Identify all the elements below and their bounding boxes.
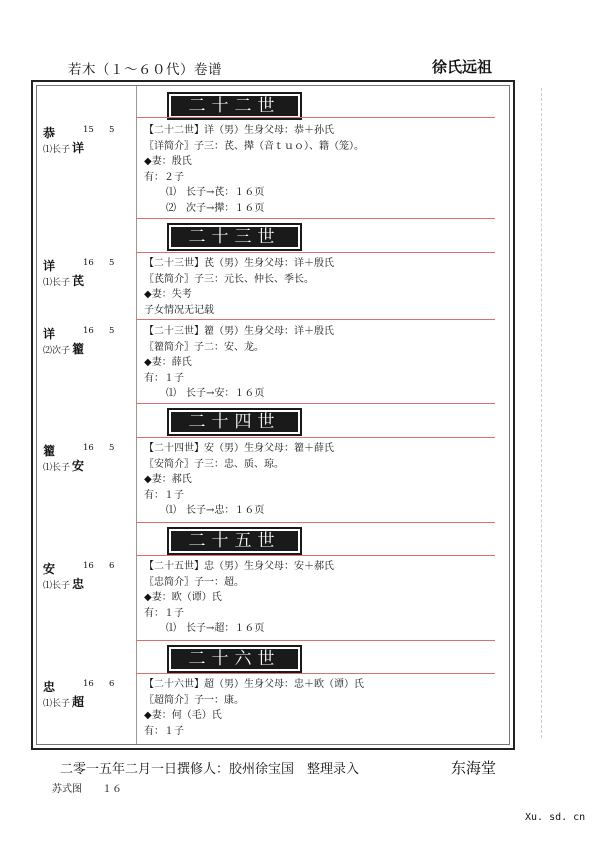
parent-ref: 籊 16 5 xyxy=(43,443,115,458)
child-relation: ⑴长子 超 xyxy=(43,695,85,709)
generation-banner-24: 二十四世 xyxy=(167,408,302,436)
parent-ref: 详 16 5 xyxy=(43,258,115,273)
page-header-title: 若木（１～６０代）卷谱 xyxy=(68,62,222,78)
parent-ref: 忠 16 6 xyxy=(43,679,115,694)
entry-content: 【二十五世】忠（男）生身父母：安＋郝氏 〖忠简介〗子一：超。 ◆妻：欧（谭）氏 有：１子 ⑴ 长子→超：１６页 xyxy=(144,561,334,634)
row-divider xyxy=(136,522,495,523)
footer-url: Xu. sd. cn xyxy=(525,812,586,823)
row-divider xyxy=(136,218,495,219)
column-divider xyxy=(136,86,137,744)
child-relation: ⑵次子 籊 xyxy=(43,342,85,356)
child-name: 详 xyxy=(72,141,85,155)
row-divider xyxy=(136,252,495,253)
child-name: 芪 xyxy=(72,274,85,288)
parent-ref: 恭 15 5 xyxy=(43,125,115,140)
row-divider xyxy=(136,319,495,320)
page-header-ancestor: 徐氏远祖 xyxy=(432,58,493,76)
entry-content: 【二十三世】芪（男）生身父母：详＋殷氏 〖芪简介〗子三：元长、仲长、季长。 ◆妻：失考 子女情况无记载 xyxy=(144,258,334,316)
generation-banner-22: 二十二世 xyxy=(167,92,302,120)
generation-banner-26: 二十六世 xyxy=(167,645,302,673)
row-divider xyxy=(136,673,495,674)
child-name: 超 xyxy=(72,695,85,709)
child-relation: ⑴长子 芪 xyxy=(43,274,85,288)
entry-content: 【二十六世】超（男）生身父母：忠＋欧（谭）氏 〖超简介〗子一：康。 ◆妻：何（毛）氏 有：１子 xyxy=(144,679,364,737)
row-divider xyxy=(136,640,495,641)
child-name: 籊 xyxy=(72,342,85,356)
child-relation: ⑴长子 安 xyxy=(43,459,85,473)
entry-content: 【二十四世】安（男）生身父母：籊＋薛氏 〖安简介〗子三：忠、质、琼。 ◆妻：郝氏 有：１子 ⑴ 长子→忠：１６页 xyxy=(144,443,334,516)
page-edge-line xyxy=(541,88,542,738)
parent-name: 忠 xyxy=(43,680,56,694)
entry-content: 【二十三世】籊（男）生身父母：详＋殷氏 〖籊简介〗子二：安、龙。 ◆妻：薛氏 有：１子 ⑴ 长子→安：１６页 xyxy=(144,326,334,399)
row-divider xyxy=(136,117,495,118)
parent-name: 籊 xyxy=(43,444,56,458)
entry-content: 【二十二世】详（男）生身父母：恭＋孙氏 〖详简介〗子三：芪、撵（音ｔｕｏ）、籍（笼）。 ◆妻：殷氏 有：２子 ⑴ 长子→芪：１６页 ⑵ 次子→撵：１６页 xyxy=(144,125,364,214)
row-divider xyxy=(136,437,495,438)
child-relation: ⑴长子 详 xyxy=(43,141,85,155)
parent-name: 恭 xyxy=(43,126,56,140)
child-relation: ⑴长子 忠 xyxy=(43,577,85,591)
footer-hall-name: 东海堂 xyxy=(451,759,497,777)
parent-ref: 详 16 5 xyxy=(43,326,115,341)
child-name: 安 xyxy=(72,459,85,473)
parent-ref: 安 16 6 xyxy=(43,561,115,576)
parent-name: 详 xyxy=(43,259,56,273)
parent-name: 详 xyxy=(43,327,56,341)
child-name: 忠 xyxy=(72,577,85,591)
row-divider xyxy=(136,555,495,556)
footer-author: 二零一五年二月一日撰修人：胶州徐宝国 整理录入 xyxy=(60,762,360,777)
generation-banner-23: 二十三世 xyxy=(167,223,302,251)
footer-page-number: 苏式图 １６ xyxy=(52,784,122,795)
parent-name: 安 xyxy=(43,562,56,576)
generation-banner-25: 二十五世 xyxy=(167,527,302,555)
row-divider xyxy=(136,403,495,404)
